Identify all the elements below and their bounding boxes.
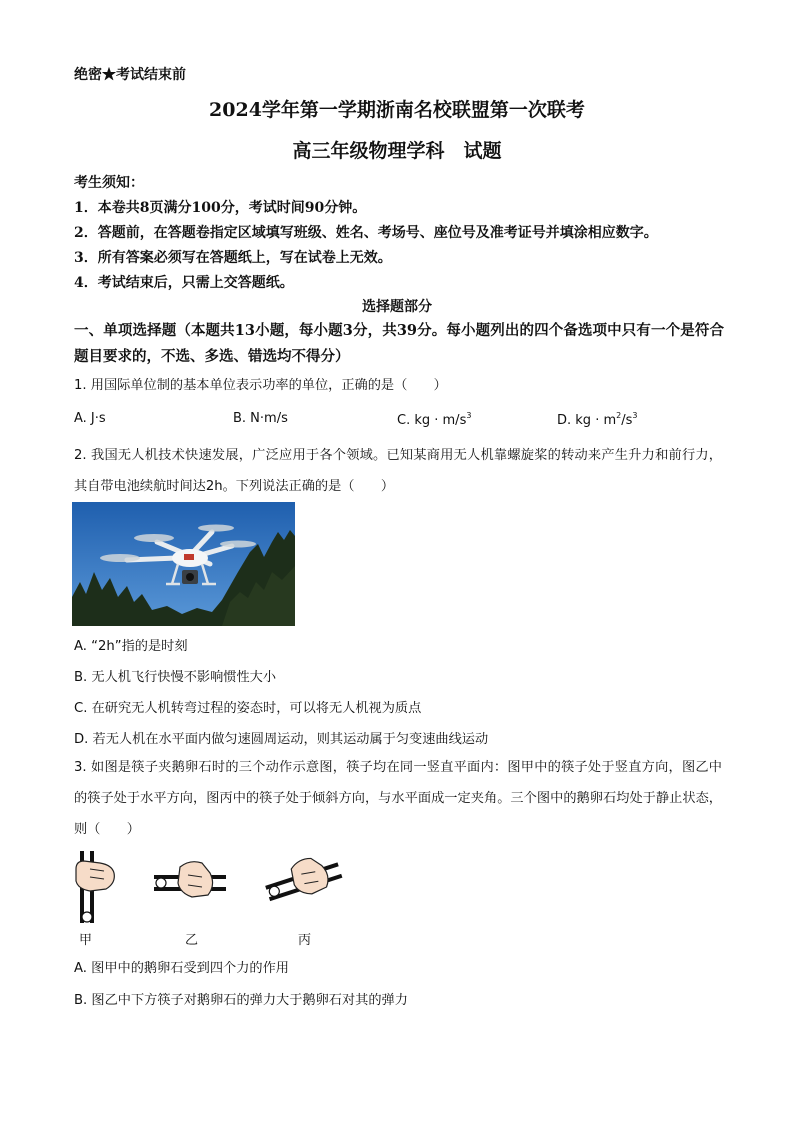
q1-option-d: D. kg · $m^2/s^3$: [557, 411, 638, 428]
section-title: 选择题部分: [362, 299, 432, 315]
q2-option-a: A. “2h”指的是时刻: [74, 639, 188, 654]
q3-option-b: B. 图乙中下方筷子对鹅卵石的弹力大于鹅卵石对其的弹力: [74, 993, 408, 1008]
figure-label-jia: 甲: [79, 933, 93, 948]
q3-option-a: A. 图甲中的鹅卵石受到四个力的作用: [74, 961, 289, 976]
question-1-stem: 1. 用国际单位制的基本单位表示功率的单位，正确的是（ ）: [74, 378, 447, 393]
q2-option-b: B. 无人机飞行快慢不影响惯性大小: [74, 670, 277, 685]
q1-option-b: B. N·m/s: [233, 411, 288, 426]
exam-subtitle: 高三年级物理学科 试题: [292, 140, 502, 162]
q2-option-d: D. 若无人机在水平面内做匀速圆周运动，则其运动属于匀变速曲线运动: [74, 732, 489, 747]
question-2-stem: 2. 我国无人机技术快速发展，广泛应用于各个领域。已知某商用无人机靠螺旋桨的转动来产生升力和前行力，其自带电池续航时间达2h。下列说法正确的是（ ）: [74, 448, 722, 494]
notice-item: 4．考试结束后，只需上交答题纸。: [74, 275, 294, 291]
q1-option-c: C. kg · $m/s^3$: [397, 411, 472, 428]
figure-label-bing: 丙: [298, 933, 312, 948]
notice-item: 1．本卷共8页满分100分，考试时间90分钟。: [74, 200, 367, 216]
question-3-stem: 3. 如图是筷子夹鹅卵石时的三个动作示意图，筷子均在同一竖直平面内：图甲中的筷子处于竖直方向，图乙中的筷子处于水平方向，图丙中的筷子处于倾斜方向，与水平面成一定夹角。三个图中的鹅卵石均处于静止状态，则（ ）: [74, 760, 722, 837]
notice-item: 2．答题前，在答题卷指定区域填写班级、姓名、考场号、座位号及准考证号并填涂相应数字。: [74, 225, 658, 241]
chopsticks-yi: [154, 862, 226, 897]
confidential-mark: 绝密★考试结束前: [74, 67, 186, 83]
notice-item: 3．所有答案必须写在答题纸上，写在试卷上无效。: [74, 250, 392, 266]
chopsticks-bing: [261, 850, 344, 907]
figure-label-yi: 乙: [185, 933, 199, 948]
drone-photo: [72, 502, 295, 626]
chopsticks-figure: [70, 845, 350, 925]
q2-option-c: C. 在研究无人机转弯过程的姿态时，可以将无人机视为质点: [74, 701, 422, 716]
notice-heading: 考生须知：: [74, 175, 144, 191]
exam-title: 2024学年第一学期浙南名校联盟第一次联考: [209, 99, 585, 121]
part-heading: 一、单项选择题（本题共13小题，每小题3分，共39分。每小题列出的四个备选项中只有一个是符合题目要求的，不选、多选、错选均不得分）: [74, 322, 724, 365]
chopsticks-jia: [76, 851, 114, 923]
q1-option-a: A. J·s: [74, 411, 106, 426]
